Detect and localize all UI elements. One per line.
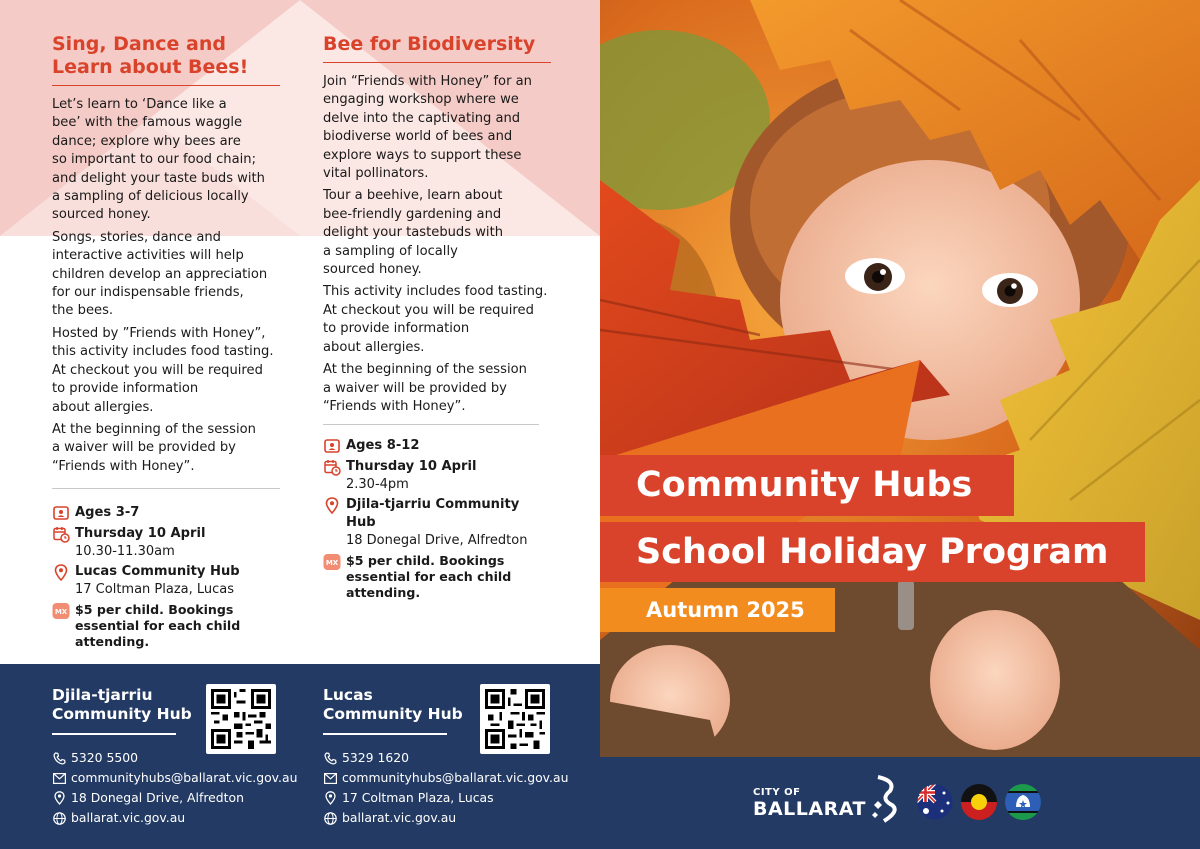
price-row — [52, 602, 280, 650]
hub2-contacts — [323, 748, 583, 828]
time-text: 2.30-4pm — [346, 477, 409, 493]
divider — [52, 488, 280, 489]
phone-text: 5329 1620 — [342, 750, 410, 765]
cover-panel — [600, 0, 1200, 849]
autumn-leaves-photo — [600, 0, 1200, 757]
paragraph: Tour a beehive, learn about bee-friendly gardening and delight your tastebuds with a sampling of locally sourced honey. — [323, 188, 504, 278]
logo-big-text: BALLARAT — [753, 798, 866, 820]
address-row — [52, 788, 312, 808]
location-pin-icon — [323, 791, 338, 806]
person-card-icon — [323, 437, 341, 455]
torres-strait-flag-icon — [1004, 783, 1042, 821]
phone-row[interactable] — [323, 748, 583, 768]
web-row[interactable] — [323, 808, 583, 828]
contact-footer — [0, 664, 600, 849]
venue-text: Djila-tjarriu Community Hub — [346, 497, 520, 531]
globe-icon — [323, 811, 338, 826]
phone-text: 5320 5500 — [71, 750, 139, 765]
ballarat-swirl-icon — [870, 775, 900, 823]
paragraph: At the beginning of the session a waiver will be provided by “Friends with Honey”. — [323, 362, 527, 414]
email-text: communityhubs@ballarat.vic.gov.au — [342, 770, 569, 785]
email-icon — [323, 771, 338, 786]
price-row — [323, 553, 551, 601]
address-row — [323, 788, 583, 808]
address-text: 17 Coltman Plaza, Lucas — [342, 790, 494, 805]
divider — [323, 424, 539, 425]
hub-underline — [323, 733, 447, 735]
calendar-clock-icon — [323, 458, 341, 476]
location-pin-icon — [323, 496, 341, 514]
aboriginal-flag-icon — [960, 783, 998, 821]
hub-name: Lucas Community Hub — [323, 686, 463, 723]
email-row[interactable] — [52, 768, 312, 788]
web-text: ballarat.vic.gov.au — [71, 810, 186, 825]
globe-icon — [52, 811, 67, 826]
venue-text: Lucas Community Hub — [75, 564, 240, 580]
phone-row[interactable] — [52, 748, 312, 768]
qr-code[interactable] — [206, 684, 276, 754]
hub-underline — [52, 733, 176, 735]
time-text: 10.30-11.30am — [75, 544, 175, 560]
hub-name: Djila-tjarriu Community Hub — [52, 686, 192, 723]
hub1-contacts — [52, 748, 312, 828]
city-of-ballarat-logo — [753, 775, 866, 820]
address-text: 18 Donegal Drive, Alfredton — [346, 533, 528, 549]
location-pin-icon — [52, 563, 70, 581]
season-badge: Autumn 2025 — [600, 588, 835, 632]
address-text: 17 Coltman Plaza, Lucas — [75, 582, 235, 598]
cover-footer — [600, 757, 1200, 849]
venue-row — [52, 563, 280, 581]
svg-text:MX: MX — [325, 559, 339, 568]
paragraph: Let’s learn to ‘Dance like a bee’ with the famous waggle dance; explore why bees are so important to our food chain; and delight your taste buds with a sampling of delicious locally sourced honey. — [52, 97, 265, 223]
date-text: Thursday 10 April — [346, 459, 477, 475]
date-row — [52, 525, 280, 543]
venue-row — [323, 496, 551, 532]
paragraph: Join “Friends with Honey” for an engaging workshop where we delve into the captivating and biodiverse world of bees and explore ways to support these vital pollinators. — [323, 74, 532, 182]
paragraph: Songs, stories, dance and interactive activities will help children develop an appreciation for our indispensable friends, the bees. — [52, 229, 268, 319]
section-sing-dance — [52, 33, 280, 653]
logo-small-text: CITY OF — [753, 787, 801, 798]
paragraph: At the beginning of the session a waiver will be provided by “Friends with Honey”. — [52, 421, 256, 474]
web-text: ballarat.vic.gov.au — [342, 810, 457, 825]
section-title: Sing, Dance and Learn about Bees! — [52, 33, 280, 86]
svg-text:MX: MX — [54, 608, 68, 617]
money-icon — [52, 602, 70, 620]
web-row[interactable] — [52, 808, 312, 828]
ages-row — [323, 437, 551, 455]
cover-title-line1: Community Hubs — [600, 455, 1014, 516]
location-pin-icon — [52, 791, 67, 806]
paragraph: This activity includes food tasting. At checkout you will be required to provide information about allergies. — [323, 284, 548, 355]
price-text: $5 per child. Bookings essential for each child attending. — [75, 602, 241, 650]
price-text: $5 per child. Bookings essential for each child attending. — [346, 553, 512, 601]
section-bee-biodiversity — [323, 33, 551, 604]
email-text: communityhubs@ballarat.vic.gov.au — [71, 770, 298, 785]
email-row[interactable] — [323, 768, 583, 788]
paragraph: Hosted by ”Friends with Honey”, this activity includes food tasting. At checkout you will be required to provide information about allergies. — [52, 325, 274, 415]
email-icon — [52, 771, 67, 786]
qr-code[interactable] — [480, 684, 550, 754]
money-icon — [323, 553, 341, 571]
person-card-icon — [52, 504, 70, 522]
australian-flag-icon — [916, 783, 954, 821]
address-text: 18 Donegal Drive, Alfredton — [71, 790, 244, 805]
flags-group — [916, 783, 1042, 821]
ages-text: Ages 3-7 — [75, 505, 140, 521]
calendar-clock-icon — [52, 525, 70, 543]
ages-row — [52, 504, 280, 522]
date-row — [323, 458, 551, 476]
ages-text: Ages 8-12 — [346, 438, 420, 454]
cover-title-line2: School Holiday Program — [600, 522, 1145, 582]
section-title: Bee for Biodiversity — [323, 33, 551, 63]
date-text: Thursday 10 April — [75, 526, 206, 542]
phone-icon — [52, 751, 67, 766]
phone-icon — [323, 751, 338, 766]
